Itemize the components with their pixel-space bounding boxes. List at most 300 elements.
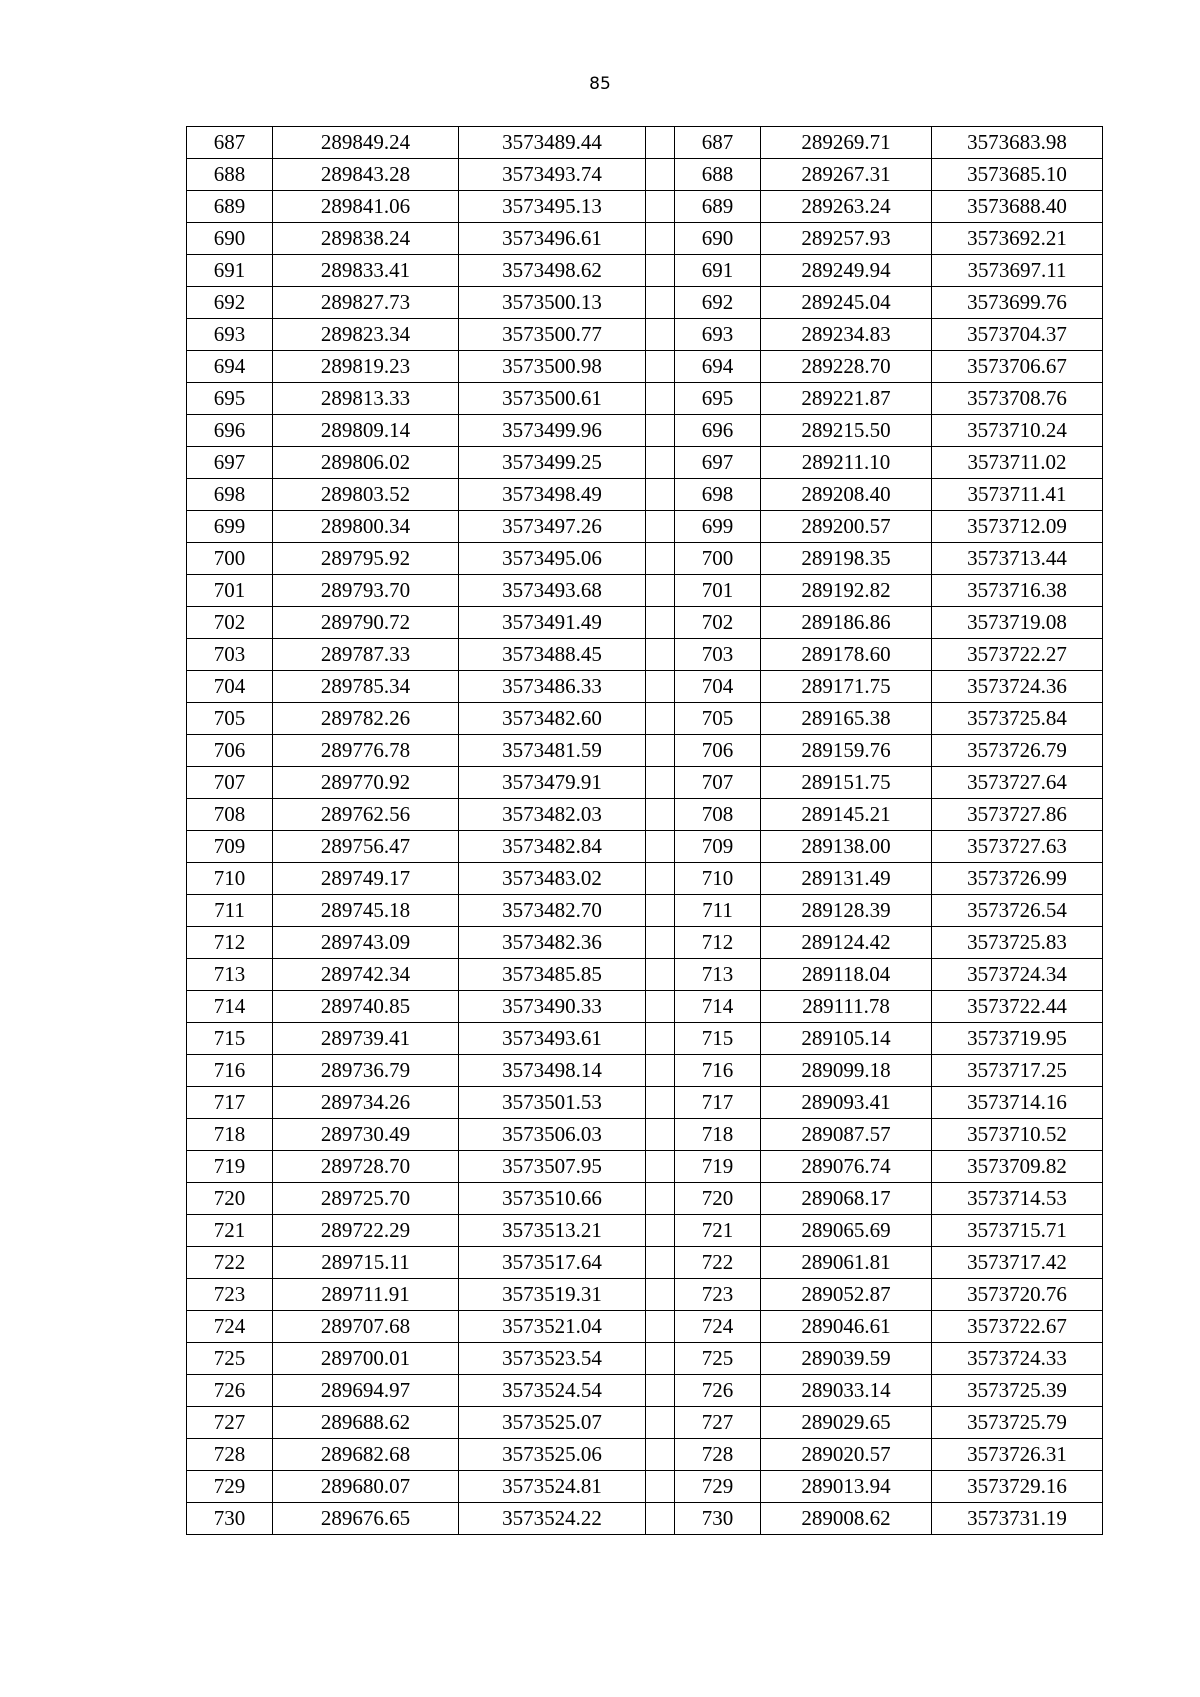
- spacer-cell: [646, 415, 675, 447]
- y-right-cell: 3573720.76: [932, 1279, 1103, 1311]
- x-right-cell: 289186.86: [761, 607, 932, 639]
- point-id-right-cell: 727: [675, 1407, 761, 1439]
- y-left-cell: 3573525.06: [459, 1439, 646, 1471]
- spacer-cell: [646, 1439, 675, 1471]
- y-right-cell: 3573717.25: [932, 1055, 1103, 1087]
- y-left-cell: 3573498.62: [459, 255, 646, 287]
- point-id-left-cell: 707: [187, 767, 273, 799]
- point-id-left-cell: 718: [187, 1119, 273, 1151]
- y-right-cell: 3573727.63: [932, 831, 1103, 863]
- y-right-cell: 3573706.67: [932, 351, 1103, 383]
- x-left-cell: 289743.09: [273, 927, 459, 959]
- spacer-cell: [646, 479, 675, 511]
- x-left-cell: 289827.73: [273, 287, 459, 319]
- point-id-left-cell: 730: [187, 1503, 273, 1535]
- y-right-cell: 3573710.52: [932, 1119, 1103, 1151]
- table-row: [187, 255, 1103, 287]
- point-id-left-cell: 729: [187, 1471, 273, 1503]
- x-right-cell: 289052.87: [761, 1279, 932, 1311]
- x-right-cell: 289105.14: [761, 1023, 932, 1055]
- x-right-cell: 289200.57: [761, 511, 932, 543]
- spacer-cell: [646, 351, 675, 383]
- table-row: [187, 1055, 1103, 1087]
- point-id-left-cell: 714: [187, 991, 273, 1023]
- point-id-right-cell: 687: [675, 127, 761, 159]
- point-id-left-cell: 690: [187, 223, 273, 255]
- table-row: [187, 863, 1103, 895]
- point-id-right-cell: 728: [675, 1439, 761, 1471]
- table-row: [187, 607, 1103, 639]
- y-right-cell: 3573731.19: [932, 1503, 1103, 1535]
- y-right-cell: 3573724.34: [932, 959, 1103, 991]
- point-id-right-cell: 705: [675, 703, 761, 735]
- x-right-cell: 289128.39: [761, 895, 932, 927]
- x-right-cell: 289211.10: [761, 447, 932, 479]
- table-row: [187, 1183, 1103, 1215]
- x-left-cell: 289809.14: [273, 415, 459, 447]
- y-left-cell: 3573493.68: [459, 575, 646, 607]
- y-left-cell: 3573501.53: [459, 1087, 646, 1119]
- point-id-left-cell: 693: [187, 319, 273, 351]
- y-left-cell: 3573524.81: [459, 1471, 646, 1503]
- spacer-cell: [646, 383, 675, 415]
- point-id-right-cell: 710: [675, 863, 761, 895]
- y-right-cell: 3573724.36: [932, 671, 1103, 703]
- y-left-cell: 3573500.13: [459, 287, 646, 319]
- y-left-cell: 3573483.02: [459, 863, 646, 895]
- y-left-cell: 3573524.22: [459, 1503, 646, 1535]
- point-id-left-cell: 700: [187, 543, 273, 575]
- table-row: [187, 959, 1103, 991]
- point-id-left-cell: 694: [187, 351, 273, 383]
- y-left-cell: 3573482.70: [459, 895, 646, 927]
- y-right-cell: 3573712.09: [932, 511, 1103, 543]
- spacer-cell: [646, 127, 675, 159]
- x-left-cell: 289756.47: [273, 831, 459, 863]
- spacer-cell: [646, 1375, 675, 1407]
- x-right-cell: 289245.04: [761, 287, 932, 319]
- table-row: [187, 159, 1103, 191]
- table-row: [187, 671, 1103, 703]
- point-id-right-cell: 708: [675, 799, 761, 831]
- point-id-left-cell: 717: [187, 1087, 273, 1119]
- x-left-cell: 289849.24: [273, 127, 459, 159]
- y-right-cell: 3573726.54: [932, 895, 1103, 927]
- point-id-right-cell: 690: [675, 223, 761, 255]
- table-row: [187, 1439, 1103, 1471]
- y-left-cell: 3573488.45: [459, 639, 646, 671]
- x-left-cell: 289736.79: [273, 1055, 459, 1087]
- point-id-left-cell: 702: [187, 607, 273, 639]
- x-left-cell: 289676.65: [273, 1503, 459, 1535]
- spacer-cell: [646, 319, 675, 351]
- x-right-cell: 289065.69: [761, 1215, 932, 1247]
- point-id-right-cell: 713: [675, 959, 761, 991]
- x-right-cell: 289046.61: [761, 1311, 932, 1343]
- y-right-cell: 3573711.41: [932, 479, 1103, 511]
- point-id-left-cell: 711: [187, 895, 273, 927]
- table-row: [187, 831, 1103, 863]
- spacer-cell: [646, 1343, 675, 1375]
- table-row: [187, 1151, 1103, 1183]
- table-row: [187, 1023, 1103, 1055]
- y-left-cell: 3573524.54: [459, 1375, 646, 1407]
- y-right-cell: 3573714.16: [932, 1087, 1103, 1119]
- y-left-cell: 3573498.14: [459, 1055, 646, 1087]
- x-left-cell: 289813.33: [273, 383, 459, 415]
- table-row: [187, 383, 1103, 415]
- y-left-cell: 3573523.54: [459, 1343, 646, 1375]
- point-id-left-cell: 722: [187, 1247, 273, 1279]
- point-id-right-cell: 707: [675, 767, 761, 799]
- x-right-cell: 289111.78: [761, 991, 932, 1023]
- x-right-cell: 289249.94: [761, 255, 932, 287]
- point-id-right-cell: 699: [675, 511, 761, 543]
- x-right-cell: 289192.82: [761, 575, 932, 607]
- x-left-cell: 289745.18: [273, 895, 459, 927]
- spacer-cell: [646, 1055, 675, 1087]
- point-id-left-cell: 695: [187, 383, 273, 415]
- x-right-cell: 289124.42: [761, 927, 932, 959]
- x-right-cell: 289208.40: [761, 479, 932, 511]
- spacer-cell: [646, 1087, 675, 1119]
- y-right-cell: 3573725.39: [932, 1375, 1103, 1407]
- x-left-cell: 289740.85: [273, 991, 459, 1023]
- table-row: [187, 1407, 1103, 1439]
- spacer-cell: [646, 511, 675, 543]
- y-left-cell: 3573479.91: [459, 767, 646, 799]
- x-right-cell: 289221.87: [761, 383, 932, 415]
- y-right-cell: 3573725.84: [932, 703, 1103, 735]
- y-right-cell: 3573729.16: [932, 1471, 1103, 1503]
- coordinates-table-body: [187, 127, 1103, 1535]
- y-left-cell: 3573490.33: [459, 991, 646, 1023]
- spacer-cell: [646, 1279, 675, 1311]
- table-row: [187, 127, 1103, 159]
- x-left-cell: 289782.26: [273, 703, 459, 735]
- spacer-cell: [646, 927, 675, 959]
- x-right-cell: 289234.83: [761, 319, 932, 351]
- spacer-cell: [646, 255, 675, 287]
- point-id-right-cell: 729: [675, 1471, 761, 1503]
- point-id-right-cell: 718: [675, 1119, 761, 1151]
- table-row: [187, 927, 1103, 959]
- y-right-cell: 3573716.38: [932, 575, 1103, 607]
- point-id-left-cell: 691: [187, 255, 273, 287]
- spacer-cell: [646, 1311, 675, 1343]
- x-left-cell: 289833.41: [273, 255, 459, 287]
- point-id-left-cell: 701: [187, 575, 273, 607]
- point-id-right-cell: 711: [675, 895, 761, 927]
- spacer-cell: [646, 159, 675, 191]
- page-number: 85: [589, 74, 611, 94]
- y-right-cell: 3573725.79: [932, 1407, 1103, 1439]
- y-left-cell: 3573482.36: [459, 927, 646, 959]
- x-left-cell: 289749.17: [273, 863, 459, 895]
- x-left-cell: 289739.41: [273, 1023, 459, 1055]
- point-id-right-cell: 700: [675, 543, 761, 575]
- point-id-left-cell: 704: [187, 671, 273, 703]
- point-id-left-cell: 708: [187, 799, 273, 831]
- y-right-cell: 3573717.42: [932, 1247, 1103, 1279]
- x-left-cell: 289715.11: [273, 1247, 459, 1279]
- x-left-cell: 289722.29: [273, 1215, 459, 1247]
- point-id-right-cell: 720: [675, 1183, 761, 1215]
- y-left-cell: 3573506.03: [459, 1119, 646, 1151]
- point-id-left-cell: 709: [187, 831, 273, 863]
- y-right-cell: 3573683.98: [932, 127, 1103, 159]
- x-right-cell: 289061.81: [761, 1247, 932, 1279]
- x-right-cell: 289267.31: [761, 159, 932, 191]
- point-id-left-cell: 692: [187, 287, 273, 319]
- table-row: [187, 735, 1103, 767]
- y-right-cell: 3573697.11: [932, 255, 1103, 287]
- x-right-cell: 289138.00: [761, 831, 932, 863]
- y-left-cell: 3573482.84: [459, 831, 646, 863]
- x-right-cell: 289198.35: [761, 543, 932, 575]
- spacer-cell: [646, 223, 675, 255]
- spacer-cell: [646, 1023, 675, 1055]
- spacer-cell: [646, 191, 675, 223]
- point-id-left-cell: 728: [187, 1439, 273, 1471]
- table-row: [187, 895, 1103, 927]
- table-row: [187, 575, 1103, 607]
- table-row: [187, 1471, 1103, 1503]
- spacer-cell: [646, 671, 675, 703]
- y-left-cell: 3573513.21: [459, 1215, 646, 1247]
- y-left-cell: 3573482.03: [459, 799, 646, 831]
- x-left-cell: 289762.56: [273, 799, 459, 831]
- table-row: [187, 1343, 1103, 1375]
- point-id-left-cell: 697: [187, 447, 273, 479]
- point-id-right-cell: 721: [675, 1215, 761, 1247]
- x-right-cell: 289076.74: [761, 1151, 932, 1183]
- point-id-right-cell: 726: [675, 1375, 761, 1407]
- point-id-left-cell: 689: [187, 191, 273, 223]
- y-right-cell: 3573685.10: [932, 159, 1103, 191]
- x-left-cell: 289819.23: [273, 351, 459, 383]
- x-left-cell: 289734.26: [273, 1087, 459, 1119]
- point-id-left-cell: 688: [187, 159, 273, 191]
- x-left-cell: 289806.02: [273, 447, 459, 479]
- table-row: [187, 479, 1103, 511]
- y-left-cell: 3573481.59: [459, 735, 646, 767]
- point-id-left-cell: 724: [187, 1311, 273, 1343]
- table-row: [187, 191, 1103, 223]
- point-id-right-cell: 694: [675, 351, 761, 383]
- table-row: [187, 511, 1103, 543]
- spacer-cell: [646, 1215, 675, 1247]
- table-row: [187, 1087, 1103, 1119]
- x-right-cell: 289165.38: [761, 703, 932, 735]
- y-right-cell: 3573715.71: [932, 1215, 1103, 1247]
- y-left-cell: 3573493.74: [459, 159, 646, 191]
- table-row: [187, 287, 1103, 319]
- spacer-cell: [646, 735, 675, 767]
- x-right-cell: 289215.50: [761, 415, 932, 447]
- y-left-cell: 3573499.25: [459, 447, 646, 479]
- spacer-cell: [646, 1151, 675, 1183]
- spacer-cell: [646, 543, 675, 575]
- table-row: [187, 415, 1103, 447]
- point-id-left-cell: 715: [187, 1023, 273, 1055]
- y-left-cell: 3573493.61: [459, 1023, 646, 1055]
- x-left-cell: 289823.34: [273, 319, 459, 351]
- table-row: [187, 543, 1103, 575]
- table-row: [187, 447, 1103, 479]
- table-row: [187, 223, 1103, 255]
- spacer-cell: [646, 1119, 675, 1151]
- x-left-cell: 289795.92: [273, 543, 459, 575]
- x-right-cell: 289145.21: [761, 799, 932, 831]
- point-id-left-cell: 716: [187, 1055, 273, 1087]
- x-left-cell: 289790.72: [273, 607, 459, 639]
- y-right-cell: 3573708.76: [932, 383, 1103, 415]
- point-id-left-cell: 720: [187, 1183, 273, 1215]
- spacer-cell: [646, 1471, 675, 1503]
- x-right-cell: 289020.57: [761, 1439, 932, 1471]
- x-right-cell: 289131.49: [761, 863, 932, 895]
- y-left-cell: 3573507.95: [459, 1151, 646, 1183]
- x-left-cell: 289700.01: [273, 1343, 459, 1375]
- y-right-cell: 3573722.67: [932, 1311, 1103, 1343]
- spacer-cell: [646, 959, 675, 991]
- point-id-right-cell: 719: [675, 1151, 761, 1183]
- point-id-right-cell: 725: [675, 1343, 761, 1375]
- table-row: [187, 767, 1103, 799]
- y-left-cell: 3573489.44: [459, 127, 646, 159]
- point-id-left-cell: 725: [187, 1343, 273, 1375]
- point-id-right-cell: 701: [675, 575, 761, 607]
- spacer-cell: [646, 767, 675, 799]
- y-left-cell: 3573495.13: [459, 191, 646, 223]
- x-right-cell: 289087.57: [761, 1119, 932, 1151]
- x-left-cell: 289787.33: [273, 639, 459, 671]
- x-left-cell: 289800.34: [273, 511, 459, 543]
- x-left-cell: 289682.68: [273, 1439, 459, 1471]
- spacer-cell: [646, 831, 675, 863]
- table-row: [187, 319, 1103, 351]
- table-row: [187, 1119, 1103, 1151]
- y-right-cell: 3573724.33: [932, 1343, 1103, 1375]
- point-id-right-cell: 715: [675, 1023, 761, 1055]
- point-id-right-cell: 716: [675, 1055, 761, 1087]
- y-right-cell: 3573722.27: [932, 639, 1103, 671]
- point-id-left-cell: 719: [187, 1151, 273, 1183]
- point-id-right-cell: 689: [675, 191, 761, 223]
- point-id-right-cell: 714: [675, 991, 761, 1023]
- x-right-cell: 289228.70: [761, 351, 932, 383]
- y-left-cell: 3573496.61: [459, 223, 646, 255]
- point-id-left-cell: 698: [187, 479, 273, 511]
- x-left-cell: 289707.68: [273, 1311, 459, 1343]
- x-left-cell: 289680.07: [273, 1471, 459, 1503]
- y-left-cell: 3573482.60: [459, 703, 646, 735]
- point-id-right-cell: 702: [675, 607, 761, 639]
- table-row: [187, 991, 1103, 1023]
- table-row: [187, 1247, 1103, 1279]
- x-right-cell: 289039.59: [761, 1343, 932, 1375]
- y-left-cell: 3573500.77: [459, 319, 646, 351]
- table-row: [187, 1279, 1103, 1311]
- table-row: [187, 1375, 1103, 1407]
- spacer-cell: [646, 703, 675, 735]
- point-id-left-cell: 712: [187, 927, 273, 959]
- spacer-cell: [646, 895, 675, 927]
- point-id-right-cell: 712: [675, 927, 761, 959]
- x-left-cell: 289688.62: [273, 1407, 459, 1439]
- point-id-right-cell: 724: [675, 1311, 761, 1343]
- x-left-cell: 289776.78: [273, 735, 459, 767]
- point-id-left-cell: 706: [187, 735, 273, 767]
- table-row: [187, 639, 1103, 671]
- table-row: [187, 1311, 1103, 1343]
- point-id-left-cell: 705: [187, 703, 273, 735]
- y-right-cell: 3573719.08: [932, 607, 1103, 639]
- point-id-right-cell: 688: [675, 159, 761, 191]
- y-left-cell: 3573500.98: [459, 351, 646, 383]
- point-id-right-cell: 723: [675, 1279, 761, 1311]
- point-id-left-cell: 713: [187, 959, 273, 991]
- spacer-cell: [646, 1183, 675, 1215]
- y-right-cell: 3573714.53: [932, 1183, 1103, 1215]
- spacer-cell: [646, 1247, 675, 1279]
- x-right-cell: 289008.62: [761, 1503, 932, 1535]
- y-left-cell: 3573491.49: [459, 607, 646, 639]
- point-id-left-cell: 699: [187, 511, 273, 543]
- point-id-right-cell: 730: [675, 1503, 761, 1535]
- y-right-cell: 3573710.24: [932, 415, 1103, 447]
- y-right-cell: 3573713.44: [932, 543, 1103, 575]
- point-id-left-cell: 723: [187, 1279, 273, 1311]
- spacer-cell: [646, 799, 675, 831]
- y-right-cell: 3573709.82: [932, 1151, 1103, 1183]
- spacer-cell: [646, 991, 675, 1023]
- spacer-cell: [646, 287, 675, 319]
- spacer-cell: [646, 607, 675, 639]
- x-right-cell: 289033.14: [761, 1375, 932, 1407]
- x-left-cell: 289742.34: [273, 959, 459, 991]
- y-right-cell: 3573722.44: [932, 991, 1103, 1023]
- x-right-cell: 289257.93: [761, 223, 932, 255]
- y-right-cell: 3573726.99: [932, 863, 1103, 895]
- point-id-left-cell: 696: [187, 415, 273, 447]
- y-right-cell: 3573727.64: [932, 767, 1103, 799]
- y-left-cell: 3573521.04: [459, 1311, 646, 1343]
- x-right-cell: 289118.04: [761, 959, 932, 991]
- point-id-right-cell: 722: [675, 1247, 761, 1279]
- y-left-cell: 3573497.26: [459, 511, 646, 543]
- table-row: [187, 799, 1103, 831]
- x-left-cell: 289843.28: [273, 159, 459, 191]
- x-right-cell: 289099.18: [761, 1055, 932, 1087]
- point-id-left-cell: 727: [187, 1407, 273, 1439]
- point-id-right-cell: 717: [675, 1087, 761, 1119]
- table-row: [187, 351, 1103, 383]
- x-left-cell: 289838.24: [273, 223, 459, 255]
- x-left-cell: 289728.70: [273, 1151, 459, 1183]
- x-left-cell: 289694.97: [273, 1375, 459, 1407]
- x-left-cell: 289841.06: [273, 191, 459, 223]
- y-left-cell: 3573525.07: [459, 1407, 646, 1439]
- point-id-right-cell: 693: [675, 319, 761, 351]
- x-left-cell: 289730.49: [273, 1119, 459, 1151]
- x-left-cell: 289793.70: [273, 575, 459, 607]
- y-left-cell: 3573495.06: [459, 543, 646, 575]
- x-left-cell: 289770.92: [273, 767, 459, 799]
- y-right-cell: 3573692.21: [932, 223, 1103, 255]
- table-row: [187, 703, 1103, 735]
